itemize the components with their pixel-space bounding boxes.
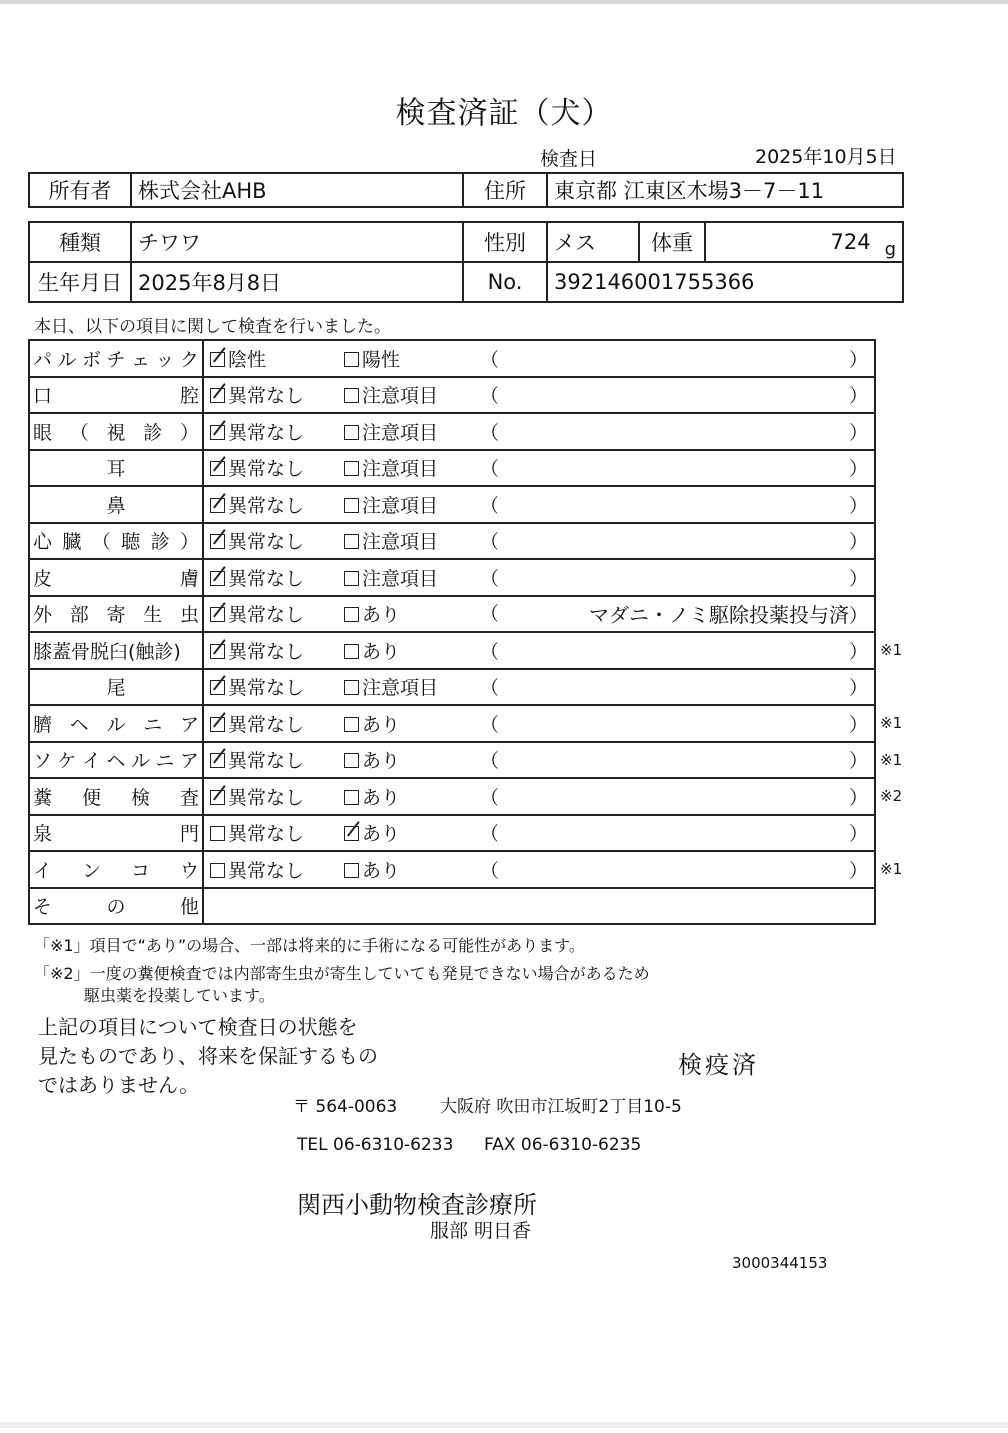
disclaimer	[38, 1013, 378, 1100]
address-value: 東京都 江東区木場3－7－11	[547, 173, 903, 207]
option-abnormal-label: あり	[362, 713, 401, 736]
checkbox-icon[interactable]	[210, 352, 225, 367]
option-abnormal-cell	[344, 486, 480, 523]
other-row	[29, 888, 875, 925]
item-char: 皮	[33, 567, 53, 590]
item-char: ル	[57, 348, 77, 371]
birth-value: 2025年8月8日	[131, 262, 463, 302]
item-label	[33, 454, 199, 481]
option-normal-label: 異常なし	[228, 786, 305, 809]
item-char: 虫	[179, 604, 199, 627]
option-normal-cell	[203, 559, 344, 596]
item-char: 口	[33, 385, 53, 408]
item-cell	[29, 888, 203, 925]
checkbox-icon[interactable]	[210, 753, 225, 768]
item-label	[33, 819, 199, 846]
note-cell	[480, 559, 875, 596]
item-cell	[29, 669, 203, 706]
checkbox-icon[interactable]	[210, 534, 225, 549]
option-normal-cell	[203, 523, 344, 560]
checkbox-icon[interactable]	[344, 826, 359, 841]
item-char: 尾	[106, 677, 126, 700]
paren-open: （	[480, 567, 500, 590]
item-char: チ	[106, 348, 126, 371]
paren-close: ）	[848, 750, 868, 773]
note-cell	[480, 486, 875, 523]
note-cell	[480, 413, 875, 450]
item-char: 泉	[33, 823, 53, 846]
paren-close: ）	[848, 859, 868, 882]
option-abnormal-cell	[344, 596, 480, 633]
checkbox-icon[interactable]	[344, 790, 359, 805]
footnote-mark: ※1	[880, 641, 903, 660]
no-label: No.	[463, 262, 547, 302]
option-abnormal-label: あり	[362, 640, 401, 663]
note-cell	[480, 596, 875, 633]
item-char: 鼻	[106, 494, 126, 517]
breed-value: チワワ	[131, 222, 463, 262]
paren-open: （	[480, 385, 500, 408]
item-char: 部	[69, 604, 89, 627]
item-char: ニ	[143, 713, 163, 736]
checkbox-icon[interactable]	[344, 644, 359, 659]
clinic-fax: FAX 06-6310-6235	[484, 1135, 642, 1155]
checkbox-icon[interactable]	[344, 498, 359, 513]
paren-open: （	[480, 348, 500, 371]
checkbox-icon[interactable]	[344, 571, 359, 586]
option-normal-label: 異常なし	[228, 385, 305, 408]
birth-label: 生年月日	[29, 262, 131, 302]
item-cell	[29, 377, 203, 414]
clinic-address: 大阪府 吹田市江坂町2丁目10-5	[440, 1097, 682, 1117]
item-char: （	[69, 421, 89, 444]
checkbox-icon[interactable]	[210, 571, 225, 586]
option-abnormal-label: あり	[362, 786, 401, 809]
no-value: 392146001755366	[547, 262, 903, 302]
intro-text: 本日、以下の項目に関して検査を行いました。	[34, 317, 391, 337]
checkbox-icon[interactable]	[344, 461, 359, 476]
item-cell	[29, 851, 203, 888]
item-char: イ	[33, 859, 53, 882]
item-label	[33, 491, 199, 518]
item-label	[33, 345, 199, 372]
item-char: ）	[179, 421, 199, 444]
clinic-tel: TEL 06-6310-6233	[297, 1135, 454, 1155]
item-char: 視	[106, 421, 126, 444]
check-row	[29, 742, 875, 779]
option-abnormal-cell	[344, 340, 480, 377]
item-label	[33, 673, 199, 700]
check-row	[29, 632, 875, 669]
paren-close: ）	[848, 677, 868, 700]
option-abnormal-cell	[344, 742, 480, 779]
item-label	[33, 856, 199, 883]
exam-date-label: 検査日	[540, 148, 598, 170]
paren-close: ）	[848, 567, 868, 590]
option-abnormal-cell	[344, 632, 480, 669]
option-normal-label: 異常なし	[228, 713, 305, 736]
paren-open: （	[480, 823, 500, 846]
owner-table	[28, 172, 904, 208]
option-normal-cell	[203, 413, 344, 450]
check-row	[29, 377, 875, 414]
check-row	[29, 815, 875, 852]
note-text: マダニ・ノミ駆除投薬投与済	[588, 603, 849, 628]
item-char: 臍	[33, 713, 53, 736]
paren-close: ）	[848, 713, 868, 736]
checkbox-icon[interactable]	[210, 826, 225, 841]
option-normal-cell	[203, 340, 344, 377]
doctor-name: 服部 明日香	[430, 1220, 532, 1242]
document-title: 検査済証（犬）	[395, 96, 613, 131]
item-cell	[29, 778, 203, 815]
item-char: イ	[81, 750, 101, 773]
item-char: 聴	[121, 531, 141, 554]
option-normal-label: 異常なし	[228, 640, 305, 663]
option-abnormal-label: 注意項目	[362, 458, 439, 481]
item-cell	[29, 742, 203, 779]
address-label: 住所	[463, 173, 547, 207]
option-abnormal-cell	[344, 523, 480, 560]
item-char: 膚	[179, 567, 199, 590]
item-cell	[29, 486, 203, 523]
item-char: 寄	[106, 604, 126, 627]
option-abnormal-label: 注意項目	[362, 567, 439, 590]
item-char: ケ	[57, 750, 77, 773]
option-abnormal-label: あり	[362, 859, 401, 882]
checkbox-icon[interactable]	[210, 717, 225, 732]
paren-open: （	[480, 531, 500, 554]
item-label	[33, 710, 199, 737]
footnote-mark: ※1	[880, 860, 903, 879]
item-char: ル	[106, 713, 126, 736]
option-normal-label: 異常なし	[228, 604, 305, 627]
option-abnormal-cell	[344, 377, 480, 414]
option-abnormal-cell	[344, 669, 480, 706]
option-normal-label: 異常なし	[228, 531, 305, 554]
sex-label: 性別	[463, 222, 547, 262]
checkbox-icon[interactable]	[344, 534, 359, 549]
check-row	[29, 669, 875, 706]
option-abnormal-label: 注意項目	[362, 421, 439, 444]
checkbox-icon[interactable]	[344, 717, 359, 732]
note-cell	[480, 815, 875, 852]
option-normal-cell	[203, 851, 344, 888]
option-abnormal-label: 注意項目	[362, 385, 439, 408]
weight-cell	[705, 222, 903, 262]
paren-open: （	[480, 677, 500, 700]
item-label	[33, 564, 199, 591]
checkbox-icon[interactable]	[210, 425, 225, 440]
item-char: ン	[81, 859, 101, 882]
note-cell	[480, 851, 875, 888]
item-char: 生	[143, 604, 163, 627]
option-abnormal-cell	[344, 413, 480, 450]
item-char: ヘ	[106, 750, 126, 773]
check-row	[29, 523, 875, 560]
paren-open: （	[480, 603, 500, 626]
note-cell	[480, 377, 875, 414]
checkbox-icon[interactable]	[210, 388, 225, 403]
item-char: ウ	[179, 859, 199, 882]
item-char: 査	[179, 786, 199, 809]
item-char: ル	[130, 750, 150, 773]
option-abnormal-cell	[344, 851, 480, 888]
exam-date-value: 2025年10月5日	[755, 146, 897, 168]
paren-open: （	[480, 421, 500, 444]
item-char: 検	[130, 786, 150, 809]
option-abnormal-label: 注意項目	[362, 494, 439, 517]
option-normal-cell	[203, 742, 344, 779]
clinic-name: 関西小動物検査診療所	[297, 1191, 537, 1219]
paren-close: ）	[848, 786, 868, 809]
scan-edge-bottom	[0, 1422, 1008, 1428]
checkbox-icon[interactable]	[344, 607, 359, 622]
inspection-stamp: 検疫済	[678, 1051, 759, 1079]
item-label	[33, 381, 199, 408]
item-char: 耳	[106, 458, 126, 481]
note-cell	[480, 523, 875, 560]
scan-edge-top	[0, 0, 1008, 4]
footnote-mark: ※1	[880, 714, 903, 733]
option-abnormal-cell	[344, 559, 480, 596]
owner-value: 株式会社AHB	[131, 173, 463, 207]
paren-open: （	[480, 713, 500, 736]
item-char: ボ	[81, 348, 101, 371]
checkbox-icon[interactable]	[210, 863, 225, 878]
item-char: コ	[130, 859, 150, 882]
option-normal-cell	[203, 632, 344, 669]
check-row	[29, 486, 875, 523]
item-char: ア	[179, 713, 199, 736]
checkbox-icon[interactable]	[210, 498, 225, 513]
item-cell	[29, 450, 203, 487]
other-notes-cell[interactable]	[203, 888, 875, 925]
item-char: 他	[179, 896, 199, 919]
checkbox-icon[interactable]	[210, 680, 225, 695]
paren-close: ）	[848, 531, 868, 554]
option-abnormal-cell	[344, 815, 480, 852]
item-label	[33, 600, 199, 627]
item-label	[33, 418, 199, 445]
clinic-postal: 〒 564-0063	[293, 1097, 398, 1117]
paren-open: （	[480, 786, 500, 809]
item-char: そ	[33, 896, 53, 919]
note-cell	[480, 340, 875, 377]
note-cell	[480, 450, 875, 487]
option-normal-label: 異常なし	[228, 567, 305, 590]
item-cell	[29, 632, 203, 669]
weight-label: 体重	[639, 222, 705, 262]
item-char: ）	[179, 531, 199, 554]
option-abnormal-cell	[344, 705, 480, 742]
note-cell	[480, 669, 875, 706]
footnote-2-continued: 駆虫薬を投薬しています。	[84, 986, 275, 1005]
check-row	[29, 596, 875, 633]
item-label	[33, 527, 199, 554]
paren-close: ）	[848, 385, 868, 408]
checkbox-icon[interactable]	[344, 680, 359, 695]
item-char: 心	[33, 531, 53, 554]
paren-open: （	[480, 458, 500, 481]
option-normal-cell	[203, 815, 344, 852]
sex-value: メス	[547, 222, 639, 262]
item-cell	[29, 596, 203, 633]
checkbox-icon[interactable]	[210, 790, 225, 805]
paren-close: ）	[848, 494, 868, 517]
option-normal-label: 異常なし	[228, 750, 305, 773]
checkbox-icon[interactable]	[344, 863, 359, 878]
checkbox-icon[interactable]	[210, 607, 225, 622]
option-normal-label: 異常なし	[228, 494, 305, 517]
item-cell	[29, 815, 203, 852]
paren-close: ）	[848, 421, 868, 444]
option-normal-label: 異常なし	[228, 421, 305, 444]
check-row	[29, 559, 875, 596]
item-char: 診	[143, 421, 163, 444]
note-cell	[480, 742, 875, 779]
note-cell	[480, 632, 875, 669]
pet-table	[28, 221, 904, 303]
item-char: 腔	[179, 385, 199, 408]
item-char: （	[91, 531, 111, 554]
option-normal-cell	[203, 669, 344, 706]
option-normal-cell	[203, 486, 344, 523]
item-char: ェ	[130, 348, 150, 371]
note-cell	[480, 705, 875, 742]
item-char: 臓	[62, 531, 82, 554]
option-abnormal-label: あり	[362, 604, 401, 627]
item-char: 膝蓋骨脱臼(触診)	[33, 640, 181, 663]
item-char: パ	[33, 348, 53, 371]
checkbox-icon[interactable]	[344, 388, 359, 403]
option-normal-cell	[203, 377, 344, 414]
checkbox-icon[interactable]	[344, 425, 359, 440]
item-char: 外	[33, 604, 53, 627]
item-char: 糞	[33, 786, 53, 809]
paren-open: （	[480, 750, 500, 773]
checkbox-icon[interactable]	[344, 753, 359, 768]
item-char: 便	[81, 786, 101, 809]
footnote-2: 「※2」一度の糞便検査では内部寄生虫が寄生していても発見できない場合があるため	[34, 964, 650, 983]
item-char: ソ	[33, 750, 53, 773]
paren-close: ）	[848, 640, 868, 663]
option-abnormal-cell	[344, 450, 480, 487]
item-cell	[29, 340, 203, 377]
option-abnormal-label: あり	[362, 823, 401, 846]
option-normal-cell	[203, 596, 344, 633]
option-normal-label: 陰性	[228, 348, 267, 371]
check-row	[29, 340, 875, 377]
checkbox-icon[interactable]	[210, 461, 225, 476]
check-row	[29, 450, 875, 487]
item-label	[33, 746, 199, 773]
check-row	[29, 705, 875, 742]
item-char: 診	[150, 531, 170, 554]
option-normal-label: 異常なし	[228, 458, 305, 481]
item-char: 眼	[33, 421, 53, 444]
footnote-mark: ※1	[880, 750, 903, 769]
disclaimer-line: 上記の項目について検査日の状態を	[38, 1015, 358, 1039]
item-char: ク	[179, 348, 199, 371]
certificate-id: 3000344153	[732, 1254, 828, 1272]
check-row	[29, 778, 875, 815]
option-normal-cell	[203, 705, 344, 742]
option-normal-label: 異常なし	[228, 859, 305, 882]
note-cell	[480, 778, 875, 815]
option-abnormal-label: 注意項目	[362, 677, 439, 700]
item-char: ッ	[155, 348, 175, 371]
owner-label: 所有者	[29, 173, 131, 207]
checkbox-icon[interactable]	[344, 352, 359, 367]
item-cell	[29, 413, 203, 450]
option-normal-label: 異常なし	[228, 677, 305, 700]
option-abnormal-label: あり	[362, 750, 401, 773]
check-row	[29, 851, 875, 888]
paren-close: ）	[848, 605, 868, 628]
item-char: ア	[179, 750, 199, 773]
disclaimer-line: 見たものであり、将来を保証するもの	[38, 1044, 378, 1068]
paren-close: ）	[848, 458, 868, 481]
option-normal-label: 異常なし	[228, 823, 305, 846]
breed-label: 種類	[29, 222, 131, 262]
checks-table	[28, 339, 876, 925]
item-cell	[29, 559, 203, 596]
paren-open: （	[480, 859, 500, 882]
check-row	[29, 413, 875, 450]
disclaimer-line: ではありません。	[38, 1073, 200, 1097]
weight-unit: g	[884, 239, 896, 260]
item-char: ヘ	[69, 713, 89, 736]
paren-open: （	[480, 494, 500, 517]
option-abnormal-cell	[344, 778, 480, 815]
item-cell	[29, 523, 203, 560]
option-abnormal-label: 注意項目	[362, 531, 439, 554]
paren-close: ）	[848, 823, 868, 846]
item-char: の	[106, 896, 126, 919]
footnote-mark: ※2	[880, 787, 903, 806]
weight-value: 724	[830, 230, 871, 254]
item-label	[33, 637, 199, 664]
item-char: ニ	[155, 750, 175, 773]
checkbox-icon[interactable]	[210, 644, 225, 659]
footnote-1: 「※1」項目で“あり”の場合、一部は将来的に手術になる可能性があります。	[34, 936, 585, 955]
paren-open: （	[480, 640, 500, 663]
item-char: 門	[179, 823, 199, 846]
option-normal-cell	[203, 450, 344, 487]
paren-close: ）	[848, 348, 868, 371]
option-normal-cell	[203, 778, 344, 815]
item-cell	[29, 705, 203, 742]
option-abnormal-label: 陽性	[362, 348, 401, 371]
item-label	[33, 783, 199, 810]
item-label	[33, 892, 199, 919]
